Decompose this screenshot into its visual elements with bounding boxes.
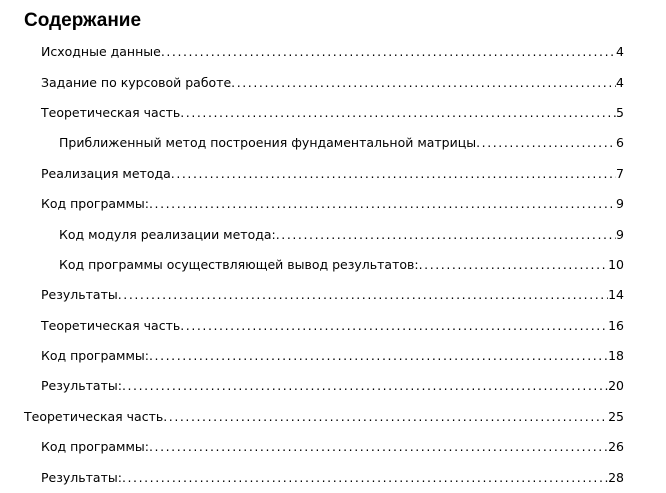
toc-dot-leader — [419, 257, 608, 273]
toc-entry[interactable] — [0, 402, 666, 432]
toc-page-number[interactable]: 6 — [616, 135, 624, 151]
toc-page-number[interactable]: 9 — [616, 196, 624, 212]
toc-entry-row — [41, 105, 624, 121]
toc-entry-label[interactable]: Код программы: — [41, 196, 149, 212]
toc-dot-leader — [231, 75, 616, 91]
toc-entry[interactable] — [0, 159, 666, 189]
toc-entry-row — [41, 44, 624, 60]
toc-dot-leader — [149, 196, 616, 212]
toc-dot-leader — [276, 227, 616, 243]
toc-dot-leader — [122, 378, 608, 394]
toc-dot-leader — [180, 318, 608, 334]
toc-page-number[interactable]: 28 — [608, 469, 624, 485]
toc-page-number[interactable]: 5 — [616, 104, 624, 120]
toc-entry-label[interactable]: Результаты: — [41, 378, 122, 394]
toc-dot-leader — [122, 470, 608, 486]
toc-page-number[interactable]: 4 — [616, 74, 624, 90]
toc-dot-leader — [476, 135, 616, 151]
toc-entry-row — [41, 470, 624, 486]
toc-entry-row — [41, 287, 624, 303]
toc-page-number[interactable]: 25 — [608, 408, 624, 424]
toc-entry-row — [59, 227, 624, 243]
toc-entry[interactable] — [0, 462, 666, 492]
toc-entry-label[interactable]: Теоретическая часть — [41, 104, 181, 120]
toc-entry[interactable] — [0, 432, 666, 462]
toc-page-number[interactable]: 18 — [608, 348, 624, 364]
toc-entry-row — [41, 439, 624, 455]
toc-entry-row — [59, 135, 624, 151]
toc-entry[interactable] — [0, 311, 666, 341]
toc-entry-row — [41, 166, 624, 182]
toc-entry[interactable] — [0, 189, 666, 219]
toc-entry[interactable] — [0, 98, 666, 128]
toc-page-number[interactable]: 14 — [608, 287, 624, 303]
toc-entry-row — [41, 348, 624, 364]
toc-entry-row — [41, 196, 624, 212]
toc-entry[interactable] — [0, 128, 666, 158]
toc-entry[interactable] — [0, 280, 666, 310]
toc-title: Содержание — [24, 10, 142, 31]
toc-dot-leader — [149, 348, 608, 364]
toc-page-number[interactable]: 4 — [616, 44, 624, 60]
toc-entry-label[interactable]: Реализация метода — [41, 165, 171, 181]
toc-dot-leader — [149, 439, 608, 455]
toc-dot-leader — [171, 166, 616, 182]
toc-entry-row — [24, 409, 624, 425]
toc-entry[interactable] — [0, 219, 666, 249]
toc-entry-label[interactable]: Приближенный метод построения фундаментальной матрицы — [59, 135, 477, 151]
toc-entry-label[interactable]: Код программы осуществляющей вывод результатов: — [59, 256, 419, 272]
table-of-contents — [0, 37, 666, 493]
toc-dot-leader — [161, 44, 616, 60]
toc-entry-label[interactable]: Теоретическая часть — [41, 317, 181, 333]
toc-page-number[interactable]: 10 — [608, 256, 624, 272]
toc-entry-label[interactable]: Результаты — [41, 287, 118, 303]
toc-entry[interactable] — [0, 37, 666, 67]
toc-page-number[interactable]: 7 — [616, 165, 624, 181]
toc-entry-label[interactable]: Код программы: — [41, 348, 149, 364]
toc-entry-row — [41, 75, 624, 91]
toc-entry[interactable] — [0, 371, 666, 401]
toc-entry-label[interactable]: Теоретическая часть — [24, 408, 164, 424]
toc-entry-label[interactable]: Задание по курсовой работе — [41, 74, 232, 90]
toc-dot-leader — [118, 287, 608, 303]
toc-entry-label[interactable]: Код модуля реализации метода: — [59, 226, 276, 242]
toc-entry-row — [41, 378, 624, 394]
toc-entry[interactable] — [0, 341, 666, 371]
toc-entry[interactable] — [0, 250, 666, 280]
toc-dot-leader — [163, 409, 608, 425]
toc-page-number[interactable]: 9 — [616, 226, 624, 242]
toc-page-number[interactable]: 26 — [608, 439, 624, 455]
toc-entry-row — [41, 318, 624, 334]
toc-entry-label[interactable]: Исходные данные — [41, 44, 161, 60]
toc-page-number[interactable]: 16 — [608, 317, 624, 333]
toc-entry[interactable] — [0, 67, 666, 97]
toc-entry-label[interactable]: Код программы: — [41, 439, 149, 455]
toc-dot-leader — [180, 105, 616, 121]
toc-page-number[interactable]: 20 — [608, 378, 624, 394]
toc-entry-label[interactable]: Результаты: — [41, 469, 122, 485]
toc-entry-row — [59, 257, 624, 273]
